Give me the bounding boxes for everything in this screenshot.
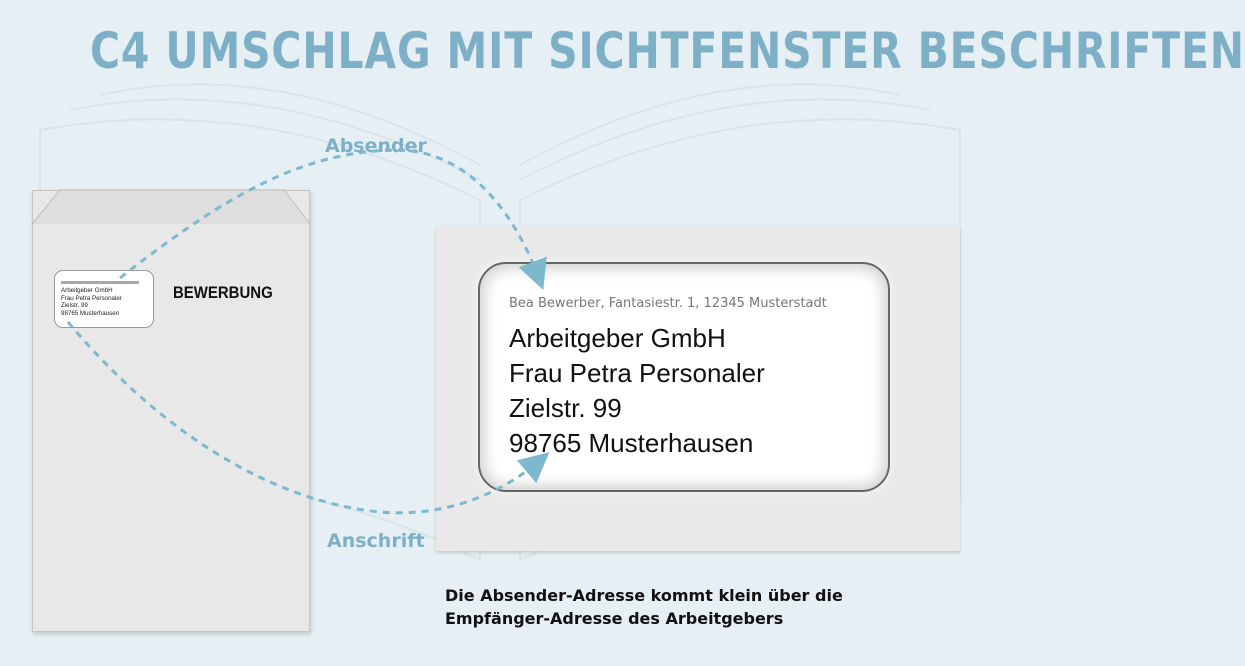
caption-line: Empfänger-Adresse des Arbeitgebers — [445, 609, 784, 628]
recipient-line: Arbeitgeber GmbH — [509, 323, 726, 353]
address-line: Zielstr. 99 — [61, 302, 88, 310]
bewerbung-label: BEWERBUNG — [173, 283, 273, 302]
sender-line-placeholder — [61, 281, 139, 284]
address-line: Arbeitgeber GmbH — [61, 287, 113, 294]
caption-line: Die Absender-Adresse kommt klein über die — [445, 586, 843, 605]
recipient-line: Frau Petra Personaler — [509, 358, 765, 388]
envelope-window — [54, 270, 154, 328]
address-line: 98765 Musterhausen — [61, 309, 120, 317]
page-title: C4 UMSCHLAG MIT SICHTFENSTER BESCHRIFTEN — [90, 22, 1245, 80]
envelope-window-address — [61, 287, 122, 317]
c4-envelope — [32, 190, 310, 632]
envelope-flap — [32, 186, 310, 226]
anschrift-label: Anschrift — [327, 530, 425, 552]
recipient-line: 98765 Musterhausen — [509, 428, 754, 458]
recipient-address — [509, 321, 765, 461]
recipient-line: Zielstr. 99 — [509, 393, 622, 423]
absender-label: Absender — [325, 135, 427, 157]
caption — [445, 584, 843, 630]
address-line: Frau Petra Personaler — [61, 294, 122, 302]
sender-address: Bea Bewerber, Fantasiestr. 1, 12345 Musterstadt — [509, 296, 827, 311]
